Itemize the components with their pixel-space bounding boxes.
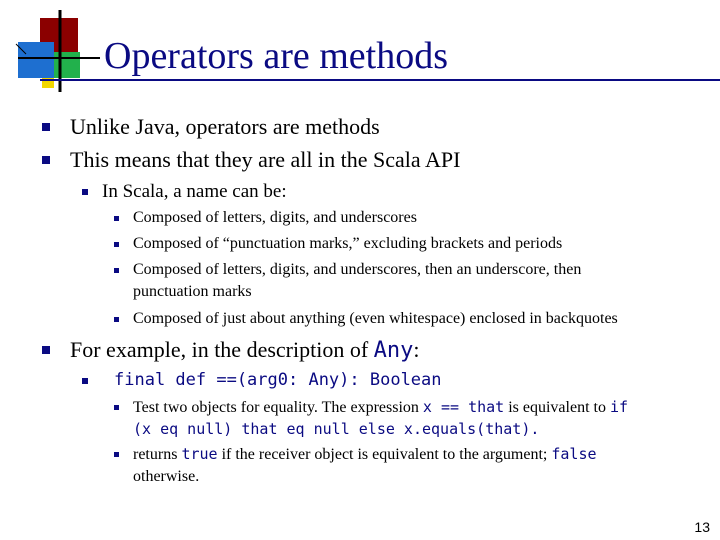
bullet-operators-methods: Unlike Java, operators are methods <box>70 114 380 139</box>
returns-text2: if the receiver object is equivalent to the argument; <box>217 446 552 463</box>
logo-blue-square <box>18 42 54 78</box>
if-code: if <box>609 398 629 416</box>
test-equality-text1: Test two objects for equality. The expression <box>133 399 423 416</box>
bullet-letters-digits: Composed of letters, digits, and underscores <box>133 209 417 226</box>
bullet-backquotes: Composed of just about anything (even whitespace) enclosed in backquotes <box>133 310 618 327</box>
bullet-marker <box>82 189 88 195</box>
bullet-for-example <box>70 337 420 363</box>
bullet-marker <box>114 242 119 247</box>
bullet-returns-line2: otherwise. <box>133 468 200 485</box>
expression-code: x == that <box>422 398 505 416</box>
bullet-marker <box>114 317 119 322</box>
for-example-text: For example, in the description of <box>70 337 374 362</box>
page-number: 13 <box>694 519 710 535</box>
for-example-colon: : <box>413 337 420 362</box>
slide-logo-graphic <box>0 0 100 100</box>
any-code: Any <box>373 338 414 363</box>
slide-title: Operators are methods <box>104 35 448 77</box>
equals-expression-period: . <box>530 420 540 438</box>
bullet-test-equality <box>133 398 628 417</box>
bullet-marker <box>114 405 119 410</box>
bullet-marker <box>114 216 119 221</box>
bullet-marker <box>42 123 50 131</box>
true-code: true <box>181 445 218 463</box>
method-signature-code: final def ==(arg0: Any): Boolean <box>114 370 442 390</box>
bullet-scala-api: This means that they are all in the Scala API <box>70 147 461 172</box>
bullet-marker <box>82 378 88 384</box>
logo-green-square <box>54 52 80 78</box>
bullet-mixed-line2: punctuation marks <box>133 283 252 300</box>
test-equality-text2: is equivalent to <box>504 399 610 416</box>
false-code: false <box>551 445 597 463</box>
title-underline <box>40 79 720 81</box>
bullet-marker <box>114 268 119 273</box>
bullet-punctuation: Composed of “punctuation marks,” excluding brackets and periods <box>133 235 563 252</box>
bullet-marker <box>114 452 119 457</box>
returns-text1: returns <box>133 446 182 463</box>
bullet-marker <box>42 156 50 164</box>
equals-expression-code: (x eq null) that eq null else x.equals(that) <box>133 420 531 438</box>
bullet-returns <box>133 445 597 464</box>
bullet-marker <box>42 346 50 354</box>
bullet-name-can-be: In Scala, a name can be: <box>102 181 287 202</box>
bullet-test-equality-line2 <box>133 420 539 439</box>
bullet-mixed-line1: Composed of letters, digits, and underscores, then an underscore, then <box>133 261 582 278</box>
